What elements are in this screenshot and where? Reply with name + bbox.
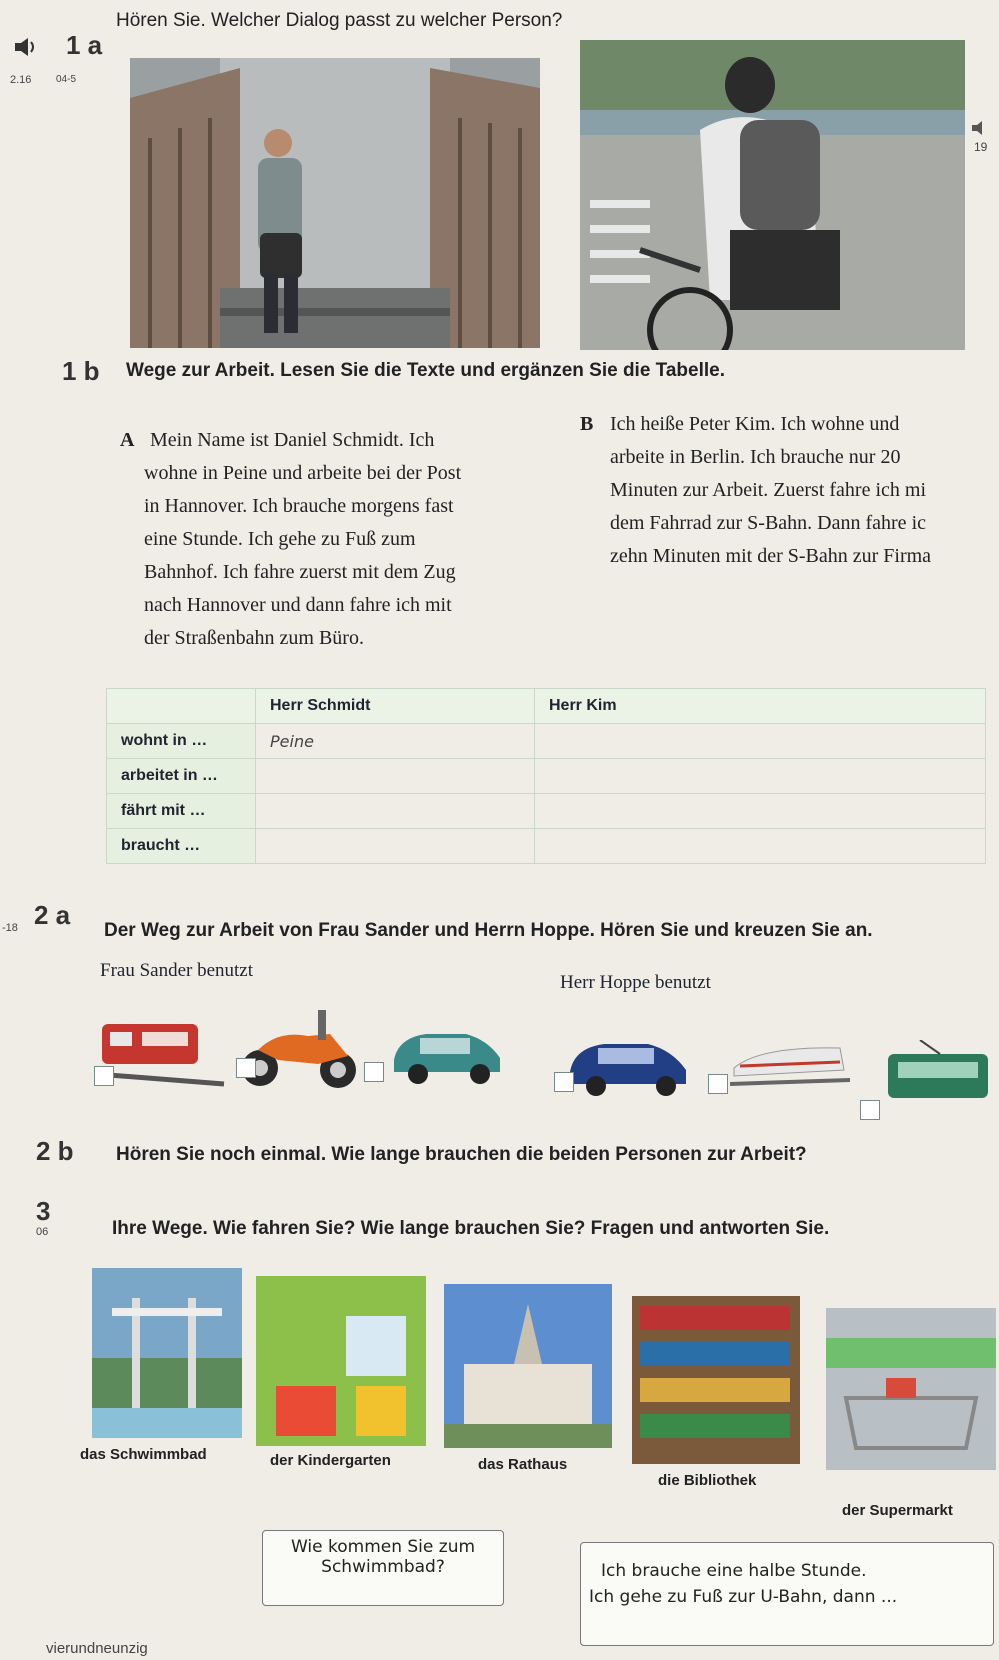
checkbox-train[interactable]	[94, 1066, 114, 1086]
row-label: arbeitet in …	[107, 759, 256, 794]
photo-cyclist	[580, 40, 965, 350]
bubble-line: Schwimmbad?	[321, 1557, 445, 1577]
exercise-1a-number: 1 a	[66, 30, 103, 60]
place-label: die Bibliothek	[658, 1472, 757, 1489]
text-b-line: dem Fahrrad zur S-Bahn. Dann fahre ic	[610, 512, 926, 534]
exercise-3-number: 3	[36, 1196, 51, 1226]
exercise-2b-number: 2 b	[36, 1136, 74, 1166]
page-number-word: vierundneunzig	[46, 1640, 148, 1657]
text-a-line: eine Stunde. Ich gehe zu Fuß zum	[144, 528, 416, 550]
checkbox-tram[interactable]	[860, 1100, 880, 1120]
photo-schwimmbad	[92, 1268, 242, 1438]
car-blue-icon	[564, 1030, 694, 1105]
track-sub: 04-5	[56, 74, 77, 85]
text-a-line: wohne in Peine und arbeite bei der Post	[144, 462, 462, 484]
exercise-3-instruction: Ihre Wege. Wie fahren Sie? Wie lange brauchen Sie? Fragen und antworten Sie.	[112, 1218, 830, 1239]
checkbox-car-teal[interactable]	[364, 1062, 384, 1082]
text-a-label: A	[120, 429, 135, 451]
table-row	[107, 794, 986, 829]
answer-cell[interactable]	[256, 829, 535, 864]
text-b-line: Ich heiße Peter Kim. Ich wohne und	[610, 413, 900, 435]
text-a-line: Mein Name ist Daniel Schmidt. Ich	[150, 429, 435, 451]
place-label: das Schwimmbad	[80, 1446, 207, 1463]
tram-icon	[880, 1040, 990, 1115]
checkbox-highspeed-train[interactable]	[708, 1074, 728, 1094]
text-b	[610, 408, 999, 573]
answer-cell[interactable]	[535, 829, 986, 864]
text-a-line: in Hannover. Ich brauche morgens fast	[144, 495, 454, 517]
header-herr-kim: Herr Kim	[535, 689, 986, 724]
table-row	[107, 759, 986, 794]
exercise-2a-instruction: Der Weg zur Arbeit von Frau Sander und Herrn Hoppe. Hören Sie und kreuzen Sie an.	[104, 920, 873, 941]
motorcycle-icon	[238, 1000, 368, 1105]
photo-rathaus	[444, 1284, 612, 1448]
right-track-number: 19	[974, 140, 988, 154]
bubble-line: Ich gehe zu Fuß zur U-Bahn, dann ...	[589, 1587, 898, 1607]
header-herr-schmidt: Herr Schmidt	[256, 689, 535, 724]
exercise-1b-instruction: Wege zur Arbeit. Lesen Sie die Texte und ergänzen Sie die Tabelle.	[126, 360, 726, 381]
ergaenzen-table	[106, 688, 986, 864]
table-corner	[107, 689, 256, 724]
text-a-line: nach Hannover und dann fahre ich mit	[144, 594, 452, 616]
answer-cell[interactable]	[535, 724, 986, 759]
speaker-icon[interactable]	[14, 36, 40, 58]
row-label: wohnt in …	[107, 724, 256, 759]
exercise-1a-instruction: Hören Sie. Welcher Dialog passt zu welcher Person?	[116, 10, 563, 31]
exercise-1b-number: 1 b	[62, 356, 100, 386]
track-2a: -18	[2, 922, 18, 934]
checkbox-motorcycle[interactable]	[236, 1058, 256, 1078]
track-3: 06	[36, 1226, 49, 1238]
text-b-line: Minuten zur Arbeit. Zuerst fahre ich mi	[610, 479, 927, 501]
bubble-line: Ich brauche eine halbe Stunde.	[601, 1561, 867, 1581]
row-label: braucht …	[107, 829, 256, 864]
exercise-2a-number: 2 a	[34, 900, 71, 930]
text-a-line: der Straßenbahn zum Büro.	[144, 627, 364, 649]
text-b-label: B	[580, 413, 594, 435]
train-icon	[96, 1010, 226, 1095]
place-label: das Rathaus	[478, 1456, 568, 1473]
text-b-line: arbeite in Berlin. Ich brauche nur 20	[610, 446, 901, 468]
highspeed-train-icon	[730, 1026, 850, 1101]
bubble-line: Wie kommen Sie zum	[290, 1537, 476, 1557]
photo-man-on-stairs	[130, 58, 540, 348]
speech-bubble-answer	[580, 1542, 994, 1646]
speaker-icon-right[interactable]	[970, 120, 988, 141]
checkbox-car-blue[interactable]	[554, 1072, 574, 1092]
photo-supermarkt	[826, 1308, 996, 1470]
photo-kindergarten	[256, 1276, 426, 1446]
table-row	[107, 829, 986, 864]
place-label: der Supermarkt	[842, 1502, 953, 1519]
herr-hoppe-label: Herr Hoppe benutzt	[560, 972, 711, 993]
answer-cell[interactable]	[535, 759, 986, 794]
answer-cell[interactable]	[256, 759, 535, 794]
speech-bubble-question	[262, 1530, 504, 1606]
frau-sander-label: Frau Sander benutzt	[100, 960, 254, 981]
text-b-line: zehn Minuten mit der S-Bahn zur Firma	[610, 545, 932, 567]
car-teal-icon	[388, 1020, 508, 1095]
answer-cell[interactable]	[256, 794, 535, 829]
row-label: fährt mit …	[107, 794, 256, 829]
photo-bibliothek	[632, 1296, 800, 1464]
text-a	[144, 424, 540, 655]
place-label: der Kindergarten	[270, 1452, 391, 1469]
answer-cell[interactable]	[535, 794, 986, 829]
exercise-2b-instruction: Hören Sie noch einmal. Wie lange brauchen die beiden Personen zur Arbeit?	[116, 1144, 807, 1165]
table-row	[107, 724, 986, 759]
text-a-line: Bahnhof. Ich fahre zuerst mit dem Zug	[144, 561, 456, 583]
answer-cell[interactable]: Peine	[256, 724, 535, 759]
track-number: 2.16	[10, 74, 32, 86]
